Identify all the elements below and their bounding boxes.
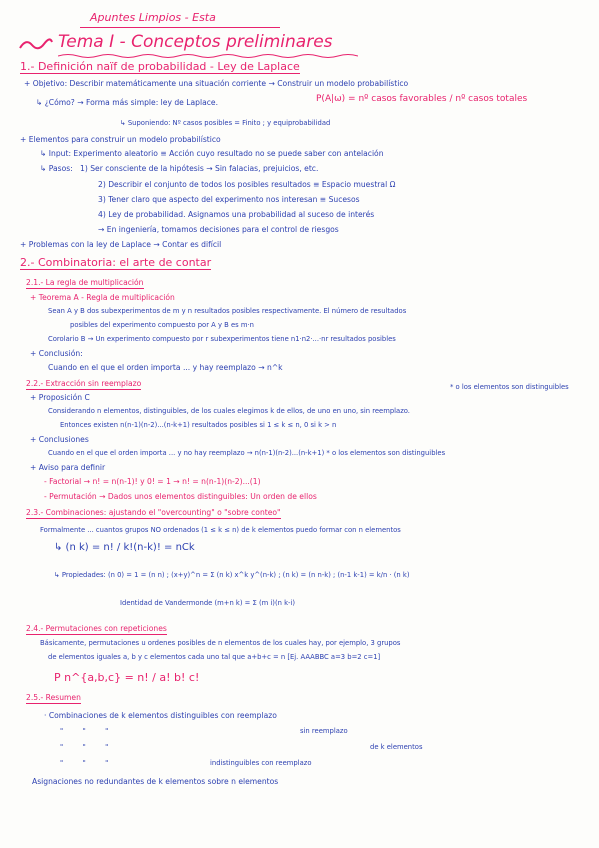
title-underline-icon <box>58 53 358 59</box>
section-2-heading: 2.- Combinatoria: el arte de contar <box>20 256 212 269</box>
s22-concl-1: Cuando en el que el orden importa ... y no hay reemplazo → n(n-1)(n-2)...(n-k+1) * o los elementos son distinguibles <box>48 449 446 457</box>
s1-suponiendo: ↳ Suponiendo: Nº casos posibles = Finito ; y equiprobabilidad <box>120 119 331 127</box>
s22-concl: + Conclusiones <box>30 435 89 444</box>
resumen-2: sin reemplazo <box>300 727 348 735</box>
s22-permutacion: - Permutación → Dados unos elementos distinguibles: Un orden de ellos <box>44 492 317 501</box>
s1-problemas: + Problemas con la ley de Laplace → Contar es difícil <box>20 240 222 249</box>
s23-formal: Formalmente ... cuantos grupos NO ordenados (1 ≤ k ≤ n) de k elementos puedo formar con n elementos <box>40 526 401 534</box>
s1-elementos: + Elementos para construir un modelo probabilístico <box>20 135 221 144</box>
s1-pasos-label: ↳ Pasos: <box>40 164 73 173</box>
s21-teorema: + Teorema A - Regla de multiplicación <box>30 293 175 302</box>
s1-paso-2: 2) Describir el conjunto de todos los posibles resultados ≡ Espacio muestral Ω <box>98 180 396 189</box>
s21-corolario: Corolario B → Un experimento compuesto por r subexperimentos tiene n1·n2·...·nr resultados posibles <box>48 335 396 343</box>
resumen-quote-2: " " " <box>60 743 109 751</box>
s21-heading: 2.1.- La regla de multiplicación <box>26 278 144 287</box>
s23-heading: 2.3.- Combinaciones: ajustando el "overcounting" o "sobre conteo" <box>26 508 281 517</box>
s22-prop: + Proposición C <box>30 393 90 402</box>
s1-paso-4: 4) Ley de probabilidad. Asignamos una probabilidad al suceso de interés <box>98 210 375 219</box>
s1-como: ↳ ¿Cómo? → Forma más simple: ley de Laplace. <box>36 98 218 107</box>
s24-heading: 2.4.- Permutaciones con repeticiones <box>26 624 167 633</box>
s22-prop-2: Entonces existen n(n-1)(n-2)...(n-k+1) resultados posibles si 1 ≤ k ≤ n, 0 si k > n <box>60 421 337 429</box>
s22-prop-1: Considerando n elementos, distinguibles, de los cuales elegimos k de ellos, de uno en uno, sin reemplazo. <box>48 407 410 415</box>
resumen-quote-1: " " " <box>60 727 109 735</box>
resumen-quote-3: " " " <box>60 759 109 767</box>
s25-heading: 2.5.- Resumen <box>26 693 81 702</box>
page-title: Tema I - Conceptos preliminares <box>58 32 333 52</box>
s22-factorial: - Factorial → n! = n(n-1)! y 0! = 1 → n! = n(n-1)(n-2)...(1) <box>44 477 261 486</box>
s24-text-1: Básicamente, permutaciones u ordenes posibles de n elementos de los cuales hay, por ejemplo, 3 grupos <box>40 639 401 647</box>
s22-aviso: + Aviso para definir <box>30 463 106 472</box>
top-note-underline <box>80 27 280 28</box>
s1-input: ↳ Input: Experimento aleatorio ≡ Acción cuyo resultado no se puede saber con antelación <box>40 149 384 158</box>
section-1-heading: 1.- Definición naïf de probabilidad - Ley de Laplace <box>20 60 300 73</box>
top-note: Apuntes Limpios - Esta <box>90 11 216 24</box>
s21-sean-1: Sean A y B dos subexperimentos de m y n resultados posibles respectivamente. El número de resultados <box>48 307 407 315</box>
resumen-3: de k elementos <box>370 743 423 751</box>
title-squiggle-icon <box>18 38 54 52</box>
s22-heading: 2.2.- Extracción sin reemplazo <box>26 379 142 388</box>
laplace-formula: P(A|ω) = nº casos favorables / nº casos totales <box>316 94 528 104</box>
resumen-1: · Combinaciones de k elementos distinguibles con reemplazo <box>44 711 277 720</box>
resumen-5: Asignaciones no redundantes de k elementos sobre n elementos <box>32 777 279 786</box>
s1-paso-5: → En ingeniería, tomamos decisiones para el control de riesgos <box>98 225 339 234</box>
s22-note: * o los elementos son distinguibles <box>450 383 569 391</box>
s21-sean-2: posibles del experimento compuesto por A y B es m·n <box>70 321 254 329</box>
s1-paso-1: 1) Ser consciente de la hipótesis → Sin falacias, prejuicios, etc. <box>80 164 319 173</box>
s1-paso-3: 3) Tener claro que aspecto del experimento nos interesan ≡ Sucesos <box>98 195 360 204</box>
s24-formula: P n^{a,b,c} = n! / a! b! c! <box>54 671 200 684</box>
resumen-4: indistinguibles con reemplazo <box>210 759 312 767</box>
s23-props: ↳ Propiedades: (n 0) = 1 = (n n) ; (x+y)^n = Σ (n k) x^k y^(n-k) ; (n k) = (n n-k) ; (n-1 k-1) = k/n · (n k) <box>54 571 410 579</box>
s21-cond: Cuando en el que el orden importa ... y hay reemplazo → n^k <box>48 363 283 372</box>
s1-objetivo: + Objetivo: Describir matemáticamente una situación corriente → Construir un modelo probabilístico <box>24 79 409 88</box>
s21-conclusion: + Conclusión: <box>30 349 83 358</box>
s23-vandermonde: Identidad de Vandermonde (m+n k) = Σ (m i)(n k-i) <box>120 599 295 607</box>
s24-text-2: de elementos iguales a, b y c elementos cada uno tal que a+b+c = n [Ej. AAABBC a=3 b=2 c=1] <box>48 653 381 661</box>
s23-formula: ↳ (n k) = n! / k!(n-k)! = nCk <box>54 542 195 553</box>
